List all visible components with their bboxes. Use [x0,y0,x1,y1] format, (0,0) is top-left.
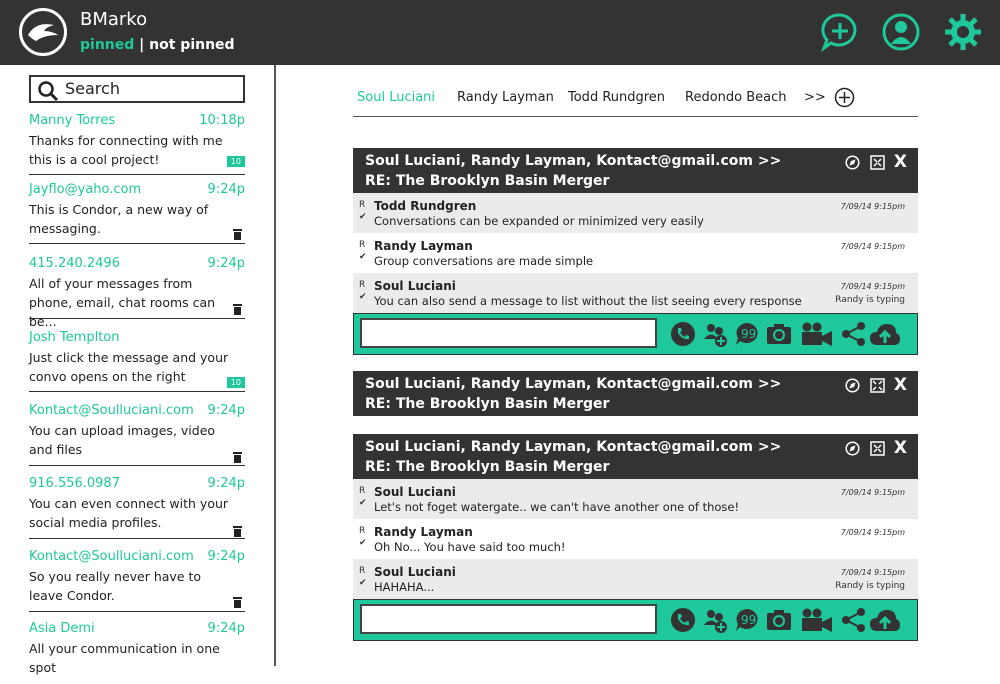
svg-text:99: 99 [741,613,757,627]
message-time: 7/09/14 9:15pm [840,568,905,577]
message-sender: Soul Luciani [374,565,456,579]
message-input[interactable] [360,318,657,348]
condor-logo-icon [19,8,67,56]
conversation-participants: Soul Luciani, Randy Layman, Kontact@gmail.com >> [365,376,782,392]
message-sender: Soul Luciani [374,485,456,499]
message-time: 7/09/14 9:15pm [840,528,905,537]
search-label: Search [65,79,120,98]
read-indicator: R [359,200,366,210]
typing-status: Randy is typing [835,295,905,305]
pin-compass-icon[interactable] [845,378,860,393]
message-row[interactable] [353,519,918,559]
read-indicator: R [359,566,366,576]
conversation-subject: RE: The Brooklyn Basin Merger [365,459,610,475]
trash-icon[interactable] [233,229,242,240]
check-icon: ✔ [359,578,367,588]
read-indicator: R [359,526,366,536]
contacts-sidebar [0,65,276,675]
trash-icon[interactable] [233,304,242,315]
compose-bar [353,313,918,355]
contact-name: Asia Demi [29,621,95,636]
close-button[interactable]: X [893,438,907,458]
message-time: 7/09/14 9:15pm [840,242,905,251]
contact-item[interactable] [29,256,245,329]
trash-icon[interactable] [233,597,242,608]
more-tabs-button[interactable]: >> [804,90,826,105]
contact-preview: So you really never have to leave Condor. [29,569,202,603]
contact-preview: Just click the message and your convo opens on the right [29,350,229,384]
message-row[interactable] [353,273,918,313]
message-time: 7/09/14 9:15pm [840,202,905,211]
chat-quote-icon[interactable] [734,321,760,347]
cloud-upload-icon[interactable] [869,321,901,347]
tab-todd-rundgren[interactable]: Todd Rundgren [568,90,666,105]
contact-name: 916.556.0987 [29,476,120,491]
conversation-header[interactable] [353,434,918,479]
message-row[interactable] [353,559,918,599]
not-pinned-filter[interactable]: not pinned [149,37,235,53]
conversation-panel [353,434,918,641]
contact-item[interactable] [29,113,245,175]
conversation-tabs [353,86,918,117]
contact-name: Kontact@Soulluciani.com [29,403,194,418]
video-icon[interactable] [800,321,834,347]
contact-item[interactable] [29,403,245,466]
message-sender: Randy Layman [374,239,473,253]
add-contact-icon[interactable] [702,607,728,633]
contact-time: 9:24p [207,549,245,564]
contact-item[interactable] [29,621,245,684]
message-text: You can also send a message to list without the list seeing every response [374,294,802,308]
conversation-header[interactable] [353,371,918,416]
unread-badge: 10 [227,156,245,167]
conversation-participants: Soul Luciani, Randy Layman, Kontact@gmail.com >> [365,153,782,169]
tab-randy-layman[interactable]: Randy Layman [457,90,554,105]
message-text: Let's not foget watergate.. we can't have another one of those! [374,500,740,514]
conversation-subject: RE: The Brooklyn Basin Merger [365,173,610,189]
conversation-subject: RE: The Brooklyn Basin Merger [365,396,610,412]
search-box[interactable] [29,75,245,103]
message-sender: Randy Layman [374,525,473,539]
message-row[interactable] [353,233,918,273]
contact-name: 415.240.2496 [29,256,120,271]
profile-icon[interactable] [881,12,921,52]
check-icon: ✔ [359,212,367,222]
new-message-icon[interactable] [820,12,860,52]
contact-preview: All of your messages from phone, email, chat rooms can be... [29,276,216,329]
minimize-icon[interactable] [870,441,885,456]
message-text: Conversations can be expanded or minimized very easily [374,214,704,228]
filter-separator: | [134,37,150,53]
phone-icon[interactable] [670,321,696,347]
tab-soul-luciani[interactable]: Soul Luciani [357,90,436,105]
conversation-header[interactable] [353,148,918,193]
phone-icon[interactable] [670,607,696,633]
add-tab-icon[interactable] [834,87,855,108]
camera-icon[interactable] [766,607,792,633]
close-button[interactable]: X [893,375,907,395]
contact-time: 9:24p [207,256,245,271]
contact-preview: You can even connect with your social media profiles. [29,496,229,530]
message-row[interactable] [353,479,918,519]
contact-item[interactable] [29,549,245,612]
contact-name: Josh Templton [29,330,120,345]
contact-name: Manny Torres [29,113,116,128]
video-icon[interactable] [800,607,834,633]
trash-icon[interactable] [233,452,242,463]
add-contact-icon[interactable] [702,321,728,347]
read-indicator: R [359,240,366,250]
pinned-filter[interactable]: pinned [80,37,135,53]
contact-preview: You can upload images, video and files [29,423,216,457]
contact-time: 9:24p [207,621,245,636]
conversation-panel [353,148,918,355]
unread-badge: 10 [227,377,245,388]
trash-icon[interactable] [233,526,242,537]
expand-icon[interactable] [870,378,885,393]
minimize-icon[interactable] [870,155,885,170]
contact-name: Kontact@Soulluciani.com [29,549,194,564]
contact-item[interactable] [29,476,245,539]
contact-item[interactable] [29,330,245,392]
share-icon[interactable] [841,607,867,633]
pin-compass-icon[interactable] [845,155,860,170]
message-text: Group conversations are made simple [374,254,594,268]
contact-item[interactable] [29,182,245,244]
typing-status: Randy is typing [835,581,905,591]
cloud-upload-icon[interactable] [869,607,901,633]
contact-time: 9:24p [207,403,245,418]
contact-name: Jayflo@yaho.com [29,182,142,197]
search-icon [37,80,59,102]
message-time: 7/09/14 9:15pm [840,488,905,497]
message-sender: Soul Luciani [374,279,456,293]
contact-preview: This is Condor, a new way of messaging. [29,202,209,236]
contact-time: 9:24p [207,476,245,491]
settings-gear-icon[interactable] [943,12,983,52]
message-text: HAHAHA... [374,580,435,594]
message-text: Oh No... You have said too much! [374,540,566,554]
tab-redondo-beach[interactable]: Redondo Beach [685,90,787,105]
message-sender: Todd Rundgren [374,199,477,213]
message-row[interactable] [353,193,918,233]
message-input[interactable] [360,604,657,634]
chat-quote-icon[interactable] [734,607,760,633]
compose-bar [353,599,918,641]
contact-time: 9:24p [207,182,245,197]
check-icon: ✔ [359,538,367,548]
conversation-participants: Soul Luciani, Randy Layman, Kontact@gmail.com >> [365,439,782,455]
read-indicator: R [359,280,366,290]
contact-preview: All your communication in one spot [29,641,220,675]
svg-text:99: 99 [741,327,757,341]
read-indicator: R [359,486,366,496]
conversation-panel [353,371,918,416]
app-title: BMarko [80,9,148,30]
pin-compass-icon[interactable] [845,441,860,456]
camera-icon[interactable] [766,321,792,347]
contact-preview: Thanks for connecting with me this is a cool project! [29,133,223,167]
check-icon: ✔ [359,498,367,508]
message-time: 7/09/14 9:15pm [840,282,905,291]
contact-time: 10:18p [199,113,245,128]
top-bar [0,0,1000,65]
check-icon: ✔ [359,252,367,262]
close-button[interactable]: X [893,152,907,172]
share-icon[interactable] [841,321,867,347]
check-icon: ✔ [359,292,367,302]
